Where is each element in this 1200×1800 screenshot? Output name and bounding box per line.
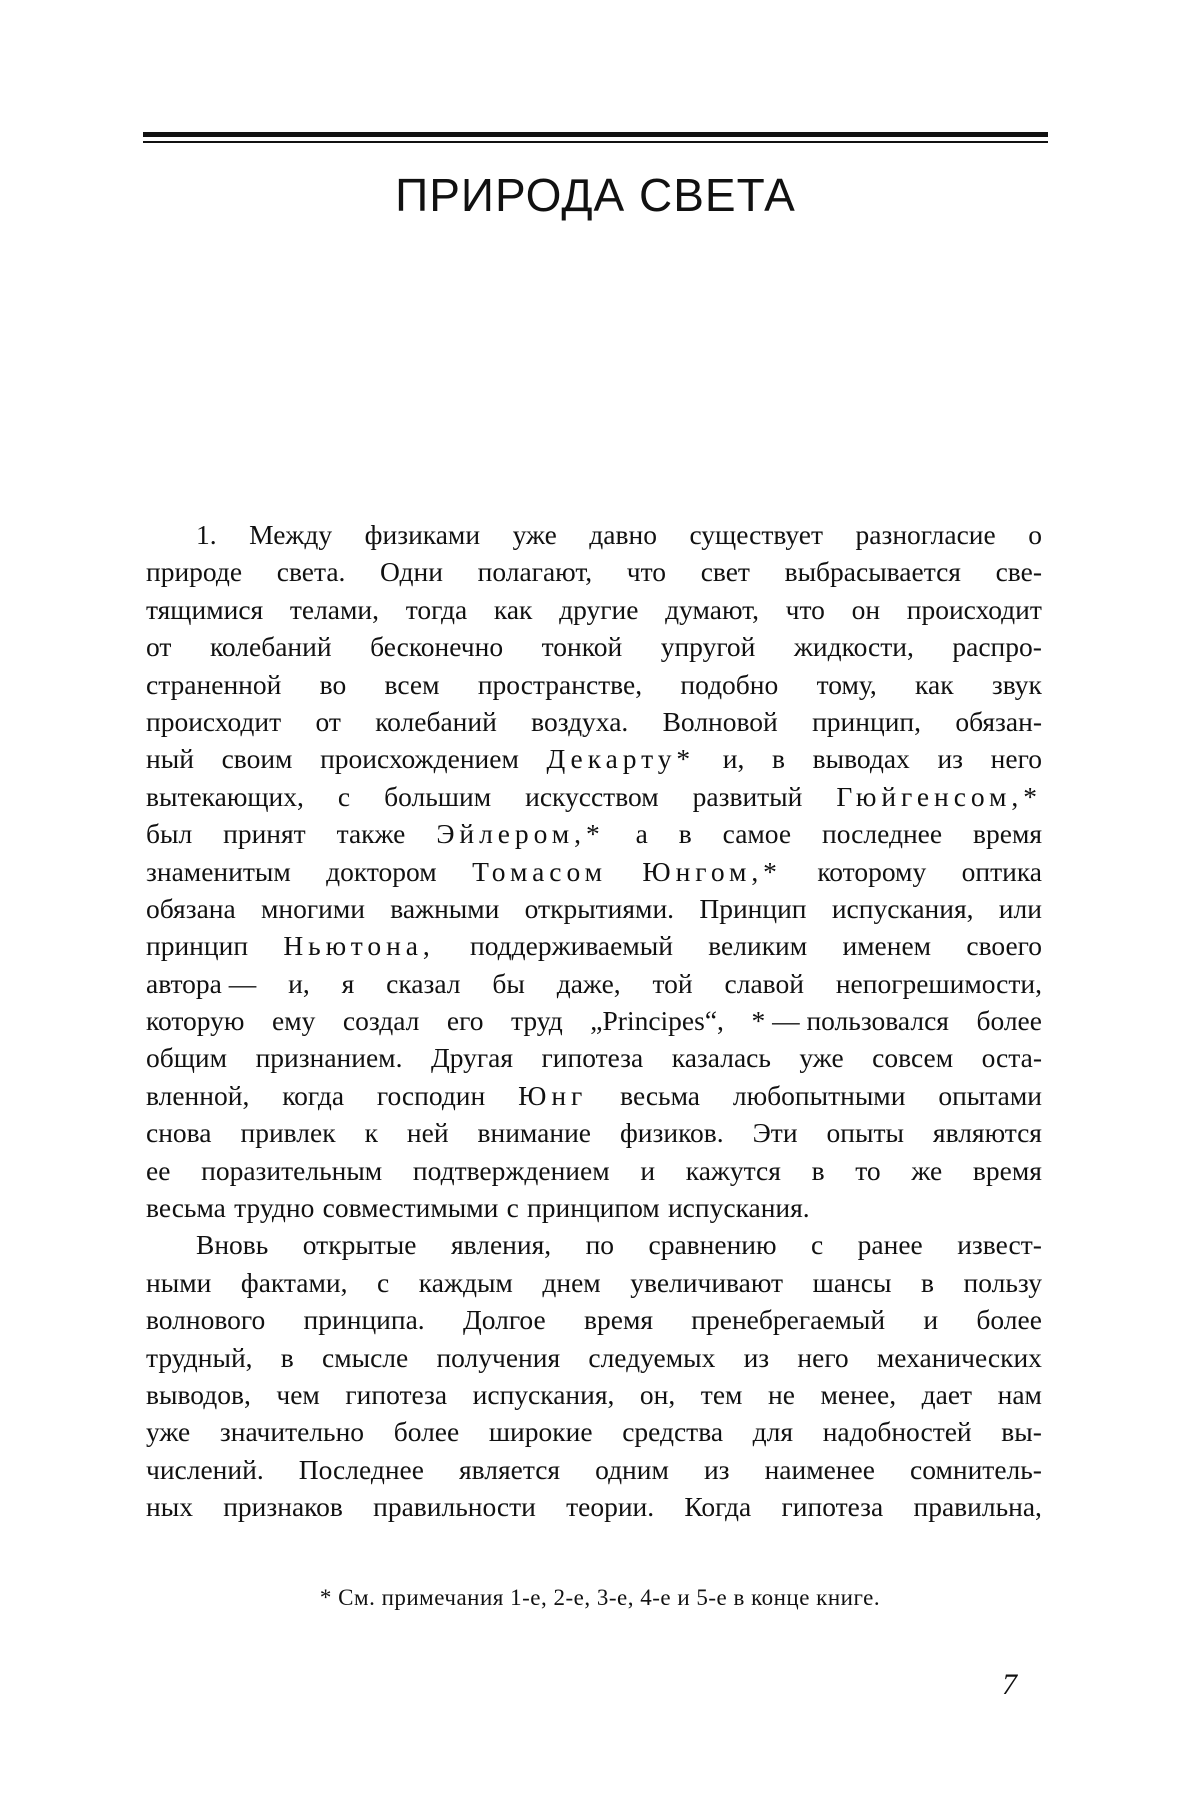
word: создал <box>342 1005 420 1037</box>
word: Между <box>249 519 333 550</box>
word: даже, <box>556 967 621 999</box>
word: жидкости, <box>793 631 914 663</box>
word: непогрешимости, <box>835 967 1042 999</box>
word: правильности <box>373 1491 536 1523</box>
word: к <box>364 1117 378 1149</box>
word: тонкой <box>541 631 623 663</box>
word: Декарту* <box>546 743 696 775</box>
paragraph <box>146 516 1042 1226</box>
word: каждым <box>418 1266 513 1298</box>
word: являются <box>932 1117 1042 1149</box>
word: обязан- <box>955 705 1042 737</box>
word: механических <box>876 1341 1042 1373</box>
word: воздуха. <box>531 705 629 737</box>
word: той <box>652 967 693 999</box>
word: шансы <box>812 1266 892 1298</box>
word: дает <box>921 1378 973 1410</box>
word: происходит <box>146 705 282 737</box>
word: открытые <box>302 1229 417 1261</box>
word: фактами, <box>240 1266 348 1298</box>
word: Гюйгенсом,* <box>836 780 1042 812</box>
word: широкие <box>488 1416 593 1448</box>
word: весьма <box>146 1192 226 1224</box>
word: давно <box>589 519 657 550</box>
text-line <box>146 1189 1042 1226</box>
page-number: 7 <box>1002 1668 1017 1701</box>
word: трудный, <box>146 1341 253 1373</box>
text-line <box>146 516 1042 553</box>
word: господин <box>376 1079 486 1111</box>
word: Вновь <box>196 1229 269 1261</box>
word: я <box>341 967 355 999</box>
word: надобностей <box>822 1416 972 1448</box>
word: признаков <box>223 1491 343 1523</box>
word: числений. <box>146 1453 264 1485</box>
footnote: * См. примечания 1-е, 2-е, 3-е, 4-е и 5-е в конце книге. <box>319 1585 881 1610</box>
text-line <box>146 815 1042 852</box>
word: страненной <box>146 668 282 700</box>
text-line <box>146 1301 1042 1338</box>
word: более <box>976 1005 1042 1037</box>
word: све- <box>995 556 1042 588</box>
text-line <box>146 965 1042 1002</box>
word: Последнее <box>298 1453 424 1485</box>
word: теории. <box>566 1491 655 1523</box>
text-line <box>146 553 1042 590</box>
text-line <box>146 1077 1042 1114</box>
word: Юнгом,* <box>642 855 782 887</box>
word: менее, <box>820 1378 897 1410</box>
word: своего <box>966 930 1042 962</box>
word: в <box>920 1266 934 1298</box>
word: следуемых <box>588 1341 716 1373</box>
word: самое <box>722 818 792 850</box>
word: и <box>923 1304 939 1336</box>
word: вы- <box>1001 1416 1042 1448</box>
word: выбрасывается <box>784 556 961 588</box>
word: как <box>915 668 954 700</box>
word: также <box>336 818 406 850</box>
word: ее <box>146 1154 171 1186</box>
word: * — пользовался <box>751 1005 949 1037</box>
text-line <box>146 853 1042 890</box>
header-rule-thick <box>143 132 1048 137</box>
word: пространстве, <box>477 668 643 700</box>
word: извест- <box>957 1229 1042 1261</box>
word: из <box>743 1341 770 1373</box>
word: любопытными <box>732 1079 906 1111</box>
word: был <box>146 818 193 850</box>
word: правильна, <box>913 1491 1042 1523</box>
word: великим <box>708 930 808 962</box>
word: думают, <box>665 593 759 625</box>
word: и <box>640 1154 656 1186</box>
word: явления, <box>450 1229 552 1261</box>
word: оста- <box>981 1042 1042 1074</box>
word: когда <box>282 1079 345 1111</box>
word: в <box>280 1341 294 1373</box>
word: которую <box>146 1005 245 1037</box>
word: сомнитель- <box>910 1453 1042 1485</box>
word: кажутся <box>685 1154 781 1186</box>
text-line <box>146 1339 1042 1376</box>
word: испускания, <box>472 1378 615 1410</box>
text-line <box>146 666 1042 703</box>
word: Эти <box>752 1117 798 1149</box>
word: время <box>972 1154 1042 1186</box>
word: трудно <box>234 1192 315 1224</box>
word: от <box>315 705 341 737</box>
word: время <box>584 1304 654 1336</box>
text-line <box>146 740 1042 777</box>
word: славой <box>724 967 804 999</box>
word: звук <box>991 668 1042 700</box>
word: для <box>752 1416 794 1448</box>
header-rule-thin <box>143 141 1048 143</box>
word: его <box>446 1005 484 1037</box>
word: казалась <box>671 1042 771 1074</box>
word: от <box>146 631 172 663</box>
word: подобно <box>680 668 779 700</box>
word: распро- <box>952 631 1042 663</box>
word: не <box>767 1378 795 1410</box>
text-line <box>146 890 1042 927</box>
word: Томасом <box>472 855 607 887</box>
word: по <box>585 1229 615 1261</box>
word: тем <box>700 1378 743 1410</box>
word: 1. <box>196 519 217 550</box>
word: бесконечно <box>370 631 504 663</box>
word: испускания, <box>831 892 974 924</box>
text-line <box>146 1152 1042 1189</box>
word: упругой <box>660 631 756 663</box>
word: Другая <box>430 1042 513 1074</box>
word: выводах <box>812 743 910 775</box>
word: гипотеза <box>781 1491 884 1523</box>
word: него <box>797 1341 849 1373</box>
word: пренебрегаемый <box>691 1304 886 1336</box>
word: выводов, <box>146 1378 251 1410</box>
word: совсем <box>872 1042 954 1074</box>
word: в <box>678 818 692 850</box>
word: из <box>703 1453 730 1485</box>
word: телами, <box>289 593 380 625</box>
word: большим <box>384 780 492 812</box>
word: привлек <box>240 1117 336 1149</box>
word: во <box>319 668 347 700</box>
word: Одни <box>380 556 443 588</box>
text-line <box>146 1226 1042 1263</box>
word: последнее <box>822 818 943 850</box>
word: ных <box>146 1491 193 1523</box>
text-line <box>146 1039 1042 1076</box>
word: смысле <box>321 1341 409 1373</box>
word: является <box>459 1453 561 1485</box>
word: увеличивают <box>630 1266 784 1298</box>
word: автора — <box>146 967 257 999</box>
word: нам <box>997 1378 1042 1410</box>
word: Принцип <box>699 892 807 924</box>
word: ней <box>406 1117 449 1149</box>
word: гипотеза <box>345 1378 448 1410</box>
word: из <box>937 743 964 775</box>
word: физиками <box>364 519 481 550</box>
word: он <box>851 593 881 625</box>
word: уже <box>146 1416 191 1448</box>
word: в <box>771 743 785 775</box>
word: разногласие <box>855 519 996 550</box>
word: тому, <box>816 668 877 700</box>
word: принципом <box>527 1192 660 1224</box>
word: получения <box>436 1341 561 1373</box>
word: ный <box>146 743 194 775</box>
word: вленной, <box>146 1079 250 1111</box>
text-line <box>146 703 1042 740</box>
text-line <box>146 1002 1042 1039</box>
word: развитый <box>692 780 803 812</box>
word: о <box>1028 519 1042 550</box>
word: всем <box>384 668 440 700</box>
body-text <box>146 516 1042 1526</box>
word: принцип <box>146 930 249 962</box>
word: в <box>811 1154 825 1186</box>
word: важными <box>390 892 500 924</box>
word: доктором <box>326 855 437 887</box>
word: тящимися <box>146 593 264 625</box>
word: тогда <box>405 593 468 625</box>
word: обязана <box>146 892 236 924</box>
word: подтверждением <box>412 1154 610 1186</box>
word: знаменитым <box>146 855 291 887</box>
word: Волновой <box>662 705 778 737</box>
word: одним <box>595 1453 669 1485</box>
word: он, <box>639 1378 676 1410</box>
word: другие <box>559 593 639 625</box>
word: с <box>811 1229 824 1261</box>
word: значительно <box>219 1416 365 1448</box>
word: Когда <box>684 1491 752 1523</box>
word: „Principes“, <box>590 1005 724 1037</box>
word: общим <box>146 1042 228 1074</box>
word: снова <box>146 1117 212 1149</box>
word: именем <box>842 930 932 962</box>
word: с <box>337 780 351 812</box>
word: ему <box>271 1005 316 1037</box>
word: а <box>635 818 648 850</box>
word: принципа. <box>303 1304 425 1336</box>
word: и, <box>288 967 310 999</box>
word: же <box>911 1154 943 1186</box>
word: волнового <box>146 1304 266 1336</box>
word: колебаний <box>375 705 497 737</box>
word: с <box>506 1192 519 1224</box>
word: полагают, <box>477 556 593 588</box>
word: испускания. <box>667 1192 810 1224</box>
word: оптика <box>961 855 1042 887</box>
text-line <box>146 1114 1042 1151</box>
word: Эйлером,* <box>436 818 605 850</box>
word: Ньютона, <box>283 930 435 962</box>
word: открытиями. <box>524 892 675 924</box>
text-line <box>146 1376 1042 1413</box>
text-line <box>146 1451 1042 1488</box>
word: него <box>990 743 1042 775</box>
word: многими <box>260 892 365 924</box>
paragraph <box>146 1226 1042 1525</box>
word: происхождением <box>320 743 519 775</box>
word: весьма <box>620 1079 701 1111</box>
word: опытами <box>938 1079 1042 1111</box>
word: колебаний <box>209 631 332 663</box>
word: более <box>393 1416 460 1448</box>
word: что <box>785 593 825 625</box>
word: то <box>855 1154 881 1186</box>
word: природе <box>146 556 243 588</box>
word: вытекающих, <box>146 780 304 812</box>
word: своим <box>221 743 293 775</box>
text-line <box>146 927 1042 964</box>
text-line <box>146 591 1042 628</box>
word: гипотеза <box>541 1042 644 1074</box>
text-line <box>146 1488 1042 1525</box>
word: внимание <box>477 1117 591 1149</box>
word: света. <box>276 556 346 588</box>
word: сказал <box>386 967 461 999</box>
word: пользу <box>963 1266 1042 1298</box>
word: поразительным <box>201 1154 383 1186</box>
word: труд <box>510 1005 563 1037</box>
word: принцип, <box>812 705 922 737</box>
word: признанием. <box>255 1042 403 1074</box>
word: которому <box>817 855 927 887</box>
word: с <box>377 1266 390 1298</box>
word: днем <box>542 1266 601 1298</box>
word: ными <box>146 1266 212 1298</box>
text-line <box>146 1264 1042 1301</box>
word: как <box>493 593 533 625</box>
word: физиков. <box>619 1117 724 1149</box>
word: что <box>626 556 667 588</box>
word: чем <box>276 1378 320 1410</box>
word: уже <box>512 519 557 550</box>
word: свет <box>700 556 750 588</box>
word: поддерживаемый <box>469 930 673 962</box>
word: и, <box>722 743 745 775</box>
word: опыты <box>826 1117 904 1149</box>
text-line <box>146 1413 1042 1450</box>
text-line <box>146 628 1042 665</box>
word: более <box>976 1304 1042 1336</box>
word: Долгое <box>462 1304 546 1336</box>
word: ранее <box>857 1229 923 1261</box>
word: принят <box>223 818 306 850</box>
word: средства <box>622 1416 724 1448</box>
word: происходит <box>906 593 1042 625</box>
word: искусством <box>525 780 659 812</box>
word: совместимыми <box>322 1192 499 1224</box>
word: существует <box>689 519 823 550</box>
word: бы <box>492 967 525 999</box>
text-line <box>146 778 1042 815</box>
word: наименее <box>764 1453 875 1485</box>
word: уже <box>799 1042 844 1074</box>
word: сравнению <box>648 1229 777 1261</box>
chapter-title: ПРИРОДА СВЕТА <box>395 169 796 221</box>
word: время <box>973 818 1042 850</box>
word: или <box>998 892 1042 924</box>
word: Юнг <box>518 1079 588 1111</box>
